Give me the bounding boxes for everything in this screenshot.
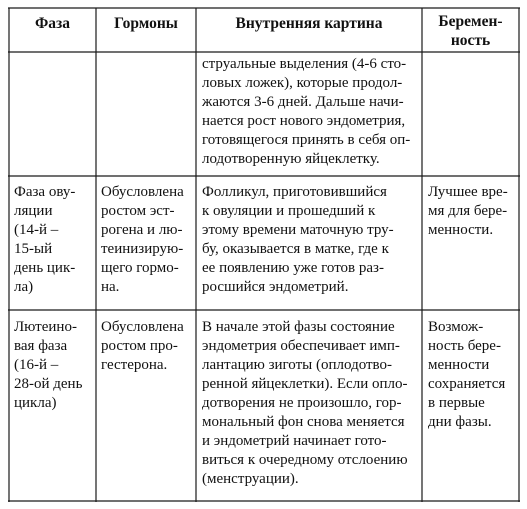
row-3-pregnancy-cell: Возмож- ность бере- менности сохраняется в первые дни фазы. (428, 319, 506, 430)
row-1-picture-cell: струальные выделения (4-6 сто- ловых ложек), которые продол- жаются 3-6 дней. Дальше начи- нается рост нового эндометрия, готовящегося принять в себя оп- лодотворенную яйцеклетку. (202, 56, 411, 167)
row-2-hormones-cell: Обусловлена ростом эст- рогена и лю- теинизирую- щего гормо- на. (101, 184, 184, 295)
row-3-phase-cell: Лютеино- вая фаза (16-й – 28-ой день цикла) (14, 319, 83, 411)
row-3-picture-cell: В начале этой фазы состояние эндометрия обеспечивает имп- лантацию зиготы (оплодотво- ренной яйцеклетки). Если опло- дотворения не произошло, гор- мональный фон снова меняется и эндометрий начинает гото- виться к очередному отслоению (менструации). (202, 319, 408, 487)
header-internal-picture: Внутренняя картина (235, 15, 383, 32)
row-3-hormones-cell: Обусловлена ростом про- гестерона. (101, 319, 184, 373)
header-phase: Фаза (34, 15, 71, 32)
document-page (8, 8, 520, 502)
row-2-phase-cell: Фаза ову- ляции (14-й – 15-ый день цик- ла) (14, 184, 76, 295)
header-hormones: Гормоны (114, 15, 178, 32)
row-2-pregnancy-cell: Лучшее вре- мя для бере- менности. (428, 184, 508, 238)
row-2-picture-cell: Фолликул, приготовившийся к овуляции и прошедший к этому времени маточную тру- бу, оказывается в матке, где к ее появлению уже готов раз- росшийся эндометрий. (202, 184, 394, 295)
header-pregnancy: Беремен- ность (438, 13, 503, 49)
